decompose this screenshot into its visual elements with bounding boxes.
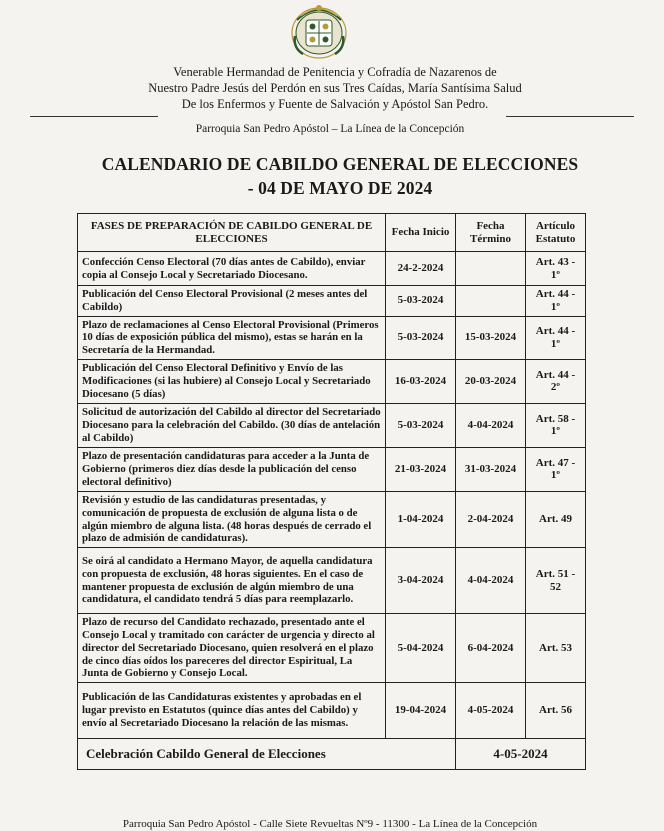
header-article: Artículo Estatuto bbox=[526, 214, 586, 252]
table-row bbox=[78, 403, 586, 447]
start-date-cell: 5-03-2024 bbox=[386, 286, 456, 317]
table-row bbox=[78, 683, 586, 739]
end-date-cell: 31-03-2024 bbox=[456, 447, 526, 491]
end-date-cell bbox=[456, 286, 526, 317]
end-date-cell: 4-04-2024 bbox=[456, 403, 526, 447]
final-row bbox=[78, 739, 586, 770]
header-end-date: Fecha Término bbox=[456, 214, 526, 252]
header-start-date: Fecha Inicio bbox=[386, 214, 456, 252]
end-date-cell: 4-05-2024 bbox=[456, 683, 526, 739]
start-date-cell: 24-2-2024 bbox=[386, 252, 456, 286]
final-date: 4-05-2024 bbox=[456, 739, 586, 770]
start-date-cell: 5-04-2024 bbox=[386, 614, 456, 683]
table-row bbox=[78, 548, 586, 614]
table-row bbox=[78, 447, 586, 491]
end-date-cell: 20-03-2024 bbox=[456, 359, 526, 403]
end-date-cell: 4-04-2024 bbox=[456, 548, 526, 614]
phase-cell: Publicación del Censo Electoral Provisional (2 meses antes del Cabildo) bbox=[78, 286, 386, 317]
phase-cell: Se oirá al candidato a Hermano Mayor, de aquella candidatura con propuesta de exclusión, 48 horas siguientes. En el caso de mantener propuesta de exclusión de algún miembro de una candidatura, el candidato tendrá 5 días para reemplazarlo. bbox=[78, 548, 386, 614]
article-cell: Art. 49 bbox=[526, 491, 586, 547]
phase-cell: Plazo de recurso del Candidato rechazado, presentado ante el Consejo Local y tramitado con carácter de urgencia y directo al director del Secretariado Diocesano, quien resolverá en el plazo de cinco días oídos los pareceres del director Espiritual, La Junta de Gobierno y Consejo Local. bbox=[78, 614, 386, 683]
organization-name bbox=[80, 64, 590, 112]
article-cell: Art. 47 - 1º bbox=[526, 447, 586, 491]
start-date-cell: 21-03-2024 bbox=[386, 447, 456, 491]
parish-line: Parroquia San Pedro Apóstol – La Línea de la Concepción bbox=[195, 123, 465, 135]
phase-cell: Publicación de las Candidaturas existentes y aprobadas en el lugar previsto en Estatutos (quince días antes del Cabildo) y envío al Secretariado Diocesano la relación de las mismas. bbox=[78, 683, 386, 739]
article-cell: Art. 53 bbox=[526, 614, 586, 683]
title-line-1: CALENDARIO DE CABILDO GENERAL DE ELECCIONES bbox=[101, 154, 579, 174]
table-row bbox=[78, 614, 586, 683]
table-row bbox=[78, 359, 586, 403]
header-phase: FASES DE PREPARACIÓN DE CABILDO GENERAL DE ELECCIONES bbox=[78, 214, 386, 252]
phase-cell: Confección Censo Electoral (70 días antes de Cabildo), enviar copia al Consejo Local y Secretariado Diocesano. bbox=[78, 252, 386, 286]
org-line-1: Venerable Hermandad de Penitencia y Cofradía de Nazarenos de bbox=[173, 65, 497, 79]
elections-calendar-table bbox=[77, 213, 586, 770]
org-line-3: De los Enfermos y Fuente de Salvación y Apóstol San Pedro. bbox=[181, 97, 489, 111]
table-row bbox=[78, 316, 586, 359]
divider-right bbox=[506, 116, 634, 117]
start-date-cell: 1-04-2024 bbox=[386, 491, 456, 547]
article-cell: Art. 58 - 1º bbox=[526, 403, 586, 447]
article-cell: Art. 44 - 2º bbox=[526, 359, 586, 403]
start-date-cell: 5-03-2024 bbox=[386, 403, 456, 447]
start-date-cell: 5-03-2024 bbox=[386, 316, 456, 359]
phase-cell: Revisión y estudio de las candidaturas presentadas, y comunicación de propuesta de exclusión de alguna lista o de algún miembro de alguna lista. (48 horas después de cerrado el plazo de admisión de candidaturas). bbox=[78, 491, 386, 547]
end-date-cell bbox=[456, 252, 526, 286]
table-row bbox=[78, 491, 586, 547]
divider-left bbox=[30, 116, 158, 117]
org-line-2: Nuestro Padre Jesús del Perdón en sus Tres Caídas, María Santísima Salud bbox=[148, 81, 522, 95]
phase-cell: Solicitud de autorización del Cabildo al director del Secretariado Diocesano para la celebración del Cabildo. (30 días de antelación al Cabildo) bbox=[78, 403, 386, 447]
title-line-2: - 04 DE MAYO DE 2024 bbox=[247, 178, 433, 198]
end-date-cell: 2-04-2024 bbox=[456, 491, 526, 547]
brotherhood-crest-icon bbox=[289, 2, 349, 60]
phase-cell: Plazo de presentación candidaturas para acceder a la Junta de Gobierno (primeros diez días desde la publicación del censo electoral definitivo) bbox=[78, 447, 386, 491]
end-date-cell: 15-03-2024 bbox=[456, 316, 526, 359]
phase-cell: Plazo de reclamaciones al Censo Electoral Provisional (Primeros 10 días de exposición pública del mismo), estas se harán en la Secretaría de la Hermandad. bbox=[78, 316, 386, 359]
article-cell: Art. 44 - 1º bbox=[526, 316, 586, 359]
article-cell: Art. 56 bbox=[526, 683, 586, 739]
start-date-cell: 3-04-2024 bbox=[386, 548, 456, 614]
footer-address: Parroquia San Pedro Apóstol - Calle Siete Revueltas Nº9 - 11300 - La Línea de la Concepción bbox=[122, 818, 538, 830]
table-row bbox=[78, 252, 586, 286]
start-date-cell: 19-04-2024 bbox=[386, 683, 456, 739]
article-cell: Art. 43 - 1º bbox=[526, 252, 586, 286]
table-row bbox=[78, 286, 586, 317]
start-date-cell: 16-03-2024 bbox=[386, 359, 456, 403]
table-header-row bbox=[78, 214, 586, 252]
article-cell: Art. 51 - 52 bbox=[526, 548, 586, 614]
article-cell: Art. 44 - 1º bbox=[526, 286, 586, 317]
end-date-cell: 6-04-2024 bbox=[456, 614, 526, 683]
phase-cell: Publicación del Censo Electoral Definitivo y Envío de las Modificaciones (si las hubiere) al Consejo Local y Secretariado Diocesano (5 días) bbox=[78, 359, 386, 403]
final-label: Celebración Cabildo General de Elecciones bbox=[78, 739, 456, 770]
page-title bbox=[60, 152, 620, 200]
